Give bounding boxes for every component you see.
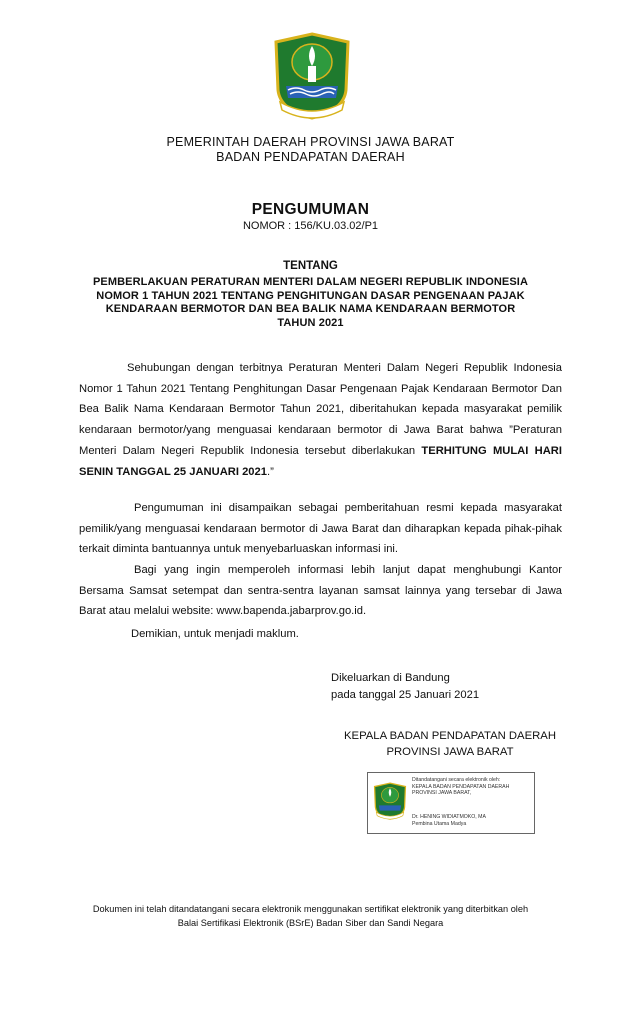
subject-line-1: PEMBERLAKUAN PERATURAN MENTERI DALAM NEGERI REPUBLIK INDONESIA: [92, 276, 528, 288]
footer-line-1: Dokumen ini telah ditandatangani secara elektronik menggunakan sertifikat elektronik yang diterbitkan oleh: [92, 904, 529, 914]
header-line-2: BADAN PENDAPATAN DAERAH: [216, 150, 405, 164]
paragraph-3: [79, 560, 562, 622]
paragraph-2: [79, 498, 562, 560]
document-title: PENGUMUMAN: [251, 201, 370, 218]
stamp-emblem-icon: [372, 779, 408, 825]
footer-note: [0, 902, 621, 930]
subject-block: [60, 276, 561, 330]
signatory-block: [300, 728, 600, 760]
issued-place: Dikeluarkan di Bandung: [331, 672, 450, 684]
stamp-text-line-3: PROVINSI JAWA BARAT,: [412, 790, 472, 796]
stamp-text-line-2: KEPALA BADAN PENDAPATAN DAERAH: [412, 783, 510, 790]
closing-line: Demikian, untuk menjadi maklum.: [131, 628, 299, 640]
issued-date: pada tanggal 25 Januari 2021: [331, 689, 480, 701]
subject-line-4: TAHUN 2021: [277, 316, 344, 329]
paragraph-2-text: Pengumuman ini disampaikan sebagai pemberitahuan resmi kepada masyarakat pemilik/yang menguasai kendaraan bermotor di Jawa Barat dan diharapkan kepada pihak-pihak terkait diminta bantuannya untuk menyebarluaskan informasi ini.: [79, 502, 562, 556]
paragraph-1-text: Sehubungan dengan terbitnya Peraturan Menteri Dalam Negeri Republik Indonesia Nomor 1 Tahun 2021 Tentang Penghitungan Dasar Pengenaan Pajak Kendaraan Bermotor Dan Bea Balik Nama Kendaraan Bermotor Tahun 2021, diberitahukan kepada masyarakat pemilik kendaraan bermotor/yang menguasai kendaraan bermotor di Jawa Barat bahwa ”Peraturan Menteri Dalam Negeri Republik Indonesia tersebut diberlakukan: [79, 362, 562, 457]
document-number: NOMOR : 156/KU.03.02/P1: [242, 220, 379, 232]
paragraph-3-text: Bagi yang ingin memperoleh informasi lebih lanjut dapat menghubungi Kantor Bersama Samsat setempat dan sentra-sentra layanan samsat lainnya yang tersebar di Jawa Barat atau melalui website: www.bapenda.jabarprov.go.id.: [79, 564, 562, 618]
west-java-coat-of-arms-icon: [270, 32, 354, 124]
issued-block: [331, 670, 479, 704]
subject-line-3: KENDARAAN BERMOTOR DAN BEA BALIK NAMA KENDARAAN BERMOTOR: [105, 303, 516, 315]
header-line-1: PEMERINTAH DAERAH PROVINSI JAWA BARAT: [166, 135, 455, 149]
footer-line-2: Balai Sertifikasi Elektronik (BSrE) Badan Siber dan Sandi Negara: [177, 918, 444, 928]
stamp-text: [412, 777, 532, 797]
stamp-signer-rank: Pembina Utama Madya: [412, 820, 467, 827]
about-heading: TENTANG: [283, 260, 338, 272]
stamp-signer-name: Dr. HENING WIDIATMOKO, MA: [412, 814, 486, 820]
effective-date-bold: TERHITUNG MULAI HARI SENIN TANGGAL 25 JANUARI 2021: [79, 444, 562, 478]
stamp-text-line-1: Ditandatangani secara elektronik oleh:: [412, 777, 501, 783]
electronic-signature-stamp: [367, 772, 535, 834]
signatory-line-1: KEPALA BADAN PENDAPATAN DAERAH: [344, 730, 556, 742]
signatory-line-2: PROVINSI JAWA BARAT: [386, 746, 514, 758]
paragraph-1-end: .”: [266, 465, 274, 478]
agency-header: [0, 135, 621, 165]
paragraph-1: [79, 358, 562, 482]
subject-line-2: NOMOR 1 TAHUN 2021 TENTANG PENGHITUNGAN DASAR PENGENAAN PAJAK: [96, 289, 525, 302]
stamp-signer: [412, 814, 532, 827]
